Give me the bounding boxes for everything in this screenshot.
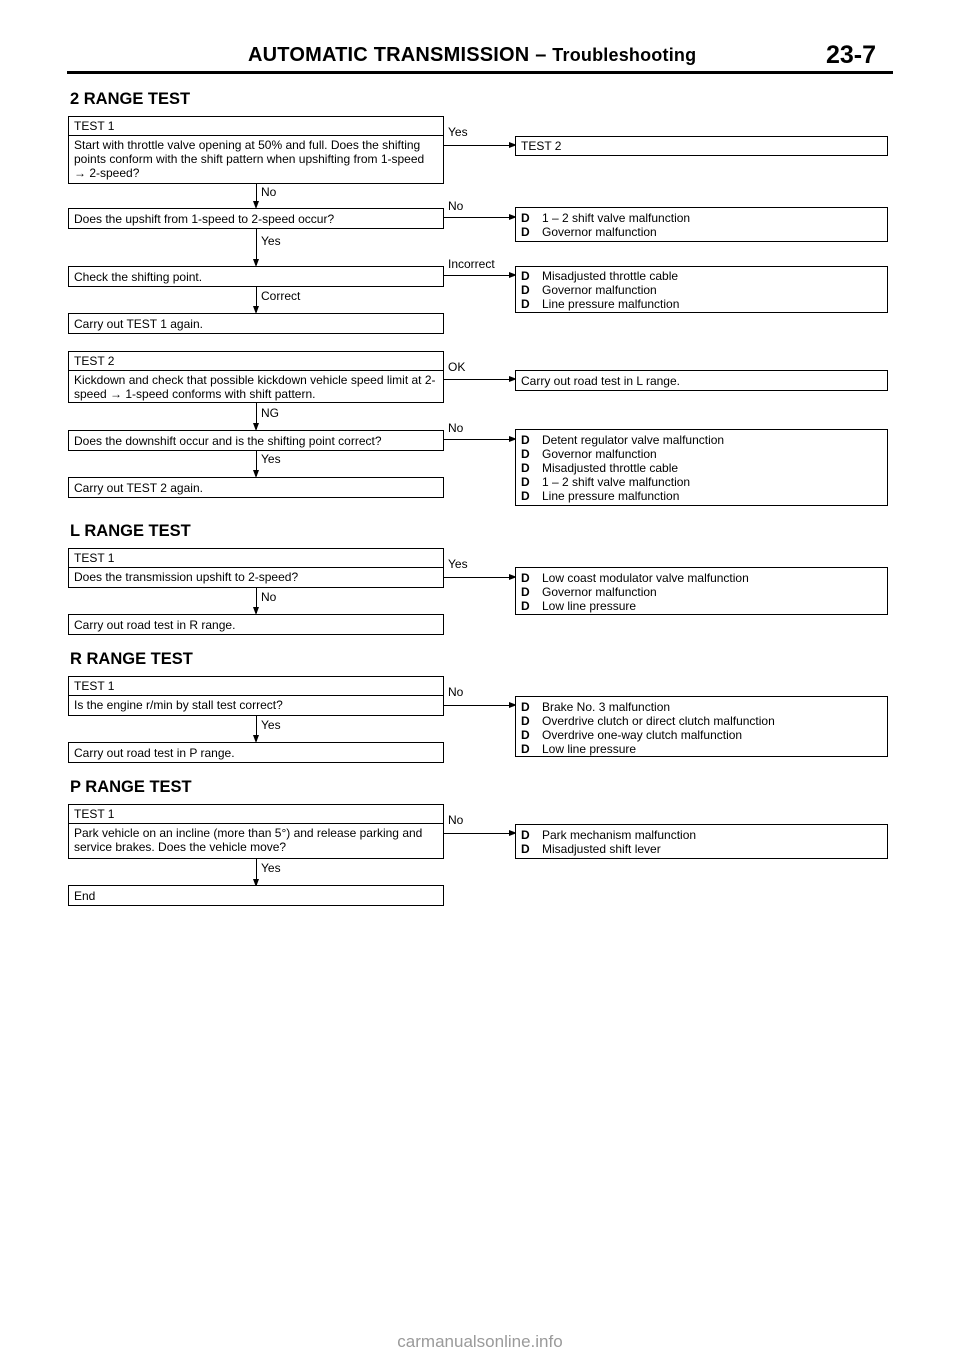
connector [444, 439, 512, 440]
branch-label-no: No [448, 199, 464, 213]
r-end-box: Carry out road test in P range. [68, 742, 444, 763]
upshift-question-box: Does the upshift from 1-speed to 2-speed occur? [68, 208, 444, 229]
branch-label-yes: Yes [261, 452, 281, 466]
r-test1-question: Is the engine r/min by stall test correct? [74, 698, 283, 712]
title-dash: – [535, 44, 547, 66]
branch-label-no: No [261, 185, 277, 199]
branch-label-ok: OK [448, 360, 466, 374]
p-test1-label: TEST 1 [69, 805, 443, 824]
connector [444, 577, 512, 578]
cause-item: D Misadjusted throttle cable [521, 269, 882, 283]
test2-label: TEST 2 [69, 352, 443, 371]
branch-label-incorrect: Incorrect [448, 257, 495, 271]
l-end-box: Carry out road test in R range. [68, 614, 444, 635]
cause-item: D Governor malfunction [521, 225, 882, 239]
cause-item: D Governor malfunction [521, 283, 882, 297]
p-end-box: End [68, 885, 444, 906]
test1-question: Start with throttle valve opening at 50% and full. Does the shifting points conform with the shift pattern when upshifting from 1-speed → 2-speed? [74, 138, 425, 180]
cause-item: D Brake No. 3 malfunction [521, 700, 882, 714]
page-number: 23-7 [826, 41, 877, 69]
header-rule [67, 71, 893, 74]
cause-item: D Misadjusted throttle cable [521, 461, 882, 475]
downshift-question-box: Does the downshift occur and is the shifting point correct? [68, 430, 444, 451]
test1-label: TEST 1 [69, 117, 443, 136]
branch-label-no: No [448, 813, 464, 827]
test2-question: Kickdown and check that possible kickdown vehicle speed limit at 2-speed → 1-speed conforms with shift pattern. [74, 373, 436, 401]
p-causes-box [515, 824, 888, 859]
branch-label-yes: Yes [261, 718, 281, 732]
cause-item: D Line pressure malfunction [521, 297, 882, 311]
r-test1-box [68, 676, 444, 716]
shiftpoint-box: Check the shifting point. [68, 266, 444, 287]
again1-box: Carry out TEST 1 again. [68, 313, 444, 334]
branch-label-no: No [448, 685, 464, 699]
branch-label-yes: Yes [448, 125, 468, 139]
cause-item: D Misadjusted shift lever [521, 842, 882, 856]
p-test1-question: Park vehicle on an incline (more than 5°) and release parking and service brakes. Does the vehicle move? [74, 826, 423, 854]
connector [444, 379, 512, 380]
downshift-causes-box [515, 429, 888, 506]
cause-item: D Governor malfunction [521, 447, 882, 461]
shiftpoint-causes-box [515, 266, 888, 313]
l-causes-box [515, 567, 888, 615]
branch-label-correct: Correct [261, 289, 301, 303]
test1-box [68, 116, 444, 184]
branch-label-yes: Yes [448, 557, 468, 571]
chapter-title: AUTOMATIC TRANSMISSION [248, 44, 530, 66]
connector [444, 217, 512, 218]
l-test1-label: TEST 1 [69, 549, 443, 568]
cause-item: D Overdrive clutch or direct clutch malfunction [521, 714, 882, 728]
section-title-r-range: R RANGE TEST [70, 650, 193, 668]
page-title [248, 44, 696, 67]
connector [444, 275, 512, 276]
cause-item: D Low line pressure [521, 742, 882, 756]
test2-target-box: TEST 2 [515, 136, 888, 156]
section-title-l-range: L RANGE TEST [70, 522, 191, 540]
branch-label-yes: Yes [261, 234, 281, 248]
cause-item: D Governor malfunction [521, 585, 882, 599]
cause-item: D Detent regulator valve malfunction [521, 433, 882, 447]
cause-item: D Low coast modulator valve malfunction [521, 571, 882, 585]
again2-box: Carry out TEST 2 again. [68, 477, 444, 498]
connector [444, 705, 512, 706]
l-range-target-box: Carry out road test in L range. [515, 370, 888, 391]
connector [444, 833, 512, 834]
branch-label-no: No [448, 421, 464, 435]
cause-item: D Park mechanism malfunction [521, 828, 882, 842]
cause-item: D Overdrive one-way clutch malfunction [521, 728, 882, 742]
test2-box [68, 351, 444, 403]
section-title-p-range: P RANGE TEST [70, 778, 192, 796]
branch-label-ng: NG [261, 406, 279, 420]
upshift-causes-box [515, 207, 888, 242]
cause-item: D Low line pressure [521, 599, 882, 613]
cause-item: D Line pressure malfunction [521, 489, 882, 503]
branch-label-yes: Yes [261, 861, 281, 875]
l-test1-box [68, 548, 444, 588]
cause-item: D 1 – 2 shift valve malfunction [521, 211, 882, 225]
chapter-subtitle: Troubleshooting [552, 45, 697, 65]
footer-watermark: carmanualsonline.info [397, 1332, 563, 1351]
l-test1-question: Does the transmission upshift to 2-speed? [74, 570, 299, 584]
branch-label-no: No [261, 590, 277, 604]
r-causes-box [515, 696, 888, 757]
section-title-2-range: 2 RANGE TEST [70, 90, 191, 108]
r-test1-label: TEST 1 [69, 677, 443, 696]
connector [444, 145, 512, 146]
cause-item: D 1 – 2 shift valve malfunction [521, 475, 882, 489]
p-test1-box [68, 804, 444, 859]
